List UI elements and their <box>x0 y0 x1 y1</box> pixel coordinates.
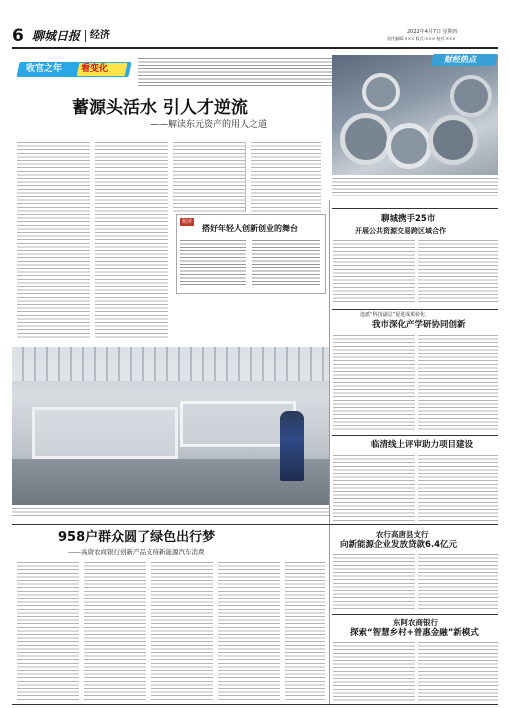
bottom-right-2-kicker: 东阿农商银行 <box>393 618 438 627</box>
bottom-right-1-col-1 <box>333 554 415 610</box>
bottom-left-headline: 958户群众圆了绿色出行梦 <box>58 530 216 545</box>
section-name: 经济 <box>90 30 110 41</box>
factory-roof <box>12 347 330 381</box>
wheel-shape <box>386 123 432 169</box>
bottom-right-1-headline: 向新能源企业发放贷款6.4亿元 <box>340 540 458 550</box>
bottom-left-col-3 <box>151 562 213 702</box>
wheel-shape <box>450 75 492 117</box>
top-right-caption <box>332 178 498 196</box>
right-article-2-col-2 <box>418 335 498 431</box>
right-article-1-col-1 <box>333 240 415 304</box>
bottom-left-col-5 <box>285 562 325 702</box>
main-col-2 <box>95 142 168 338</box>
sub-article-frame <box>176 214 326 294</box>
right-article-3-col-2 <box>418 455 498 523</box>
masthead-divider <box>85 30 86 42</box>
right-section-rule <box>332 435 498 436</box>
bus-frame <box>180 401 296 447</box>
bottom-right-1-col-2 <box>418 554 498 610</box>
badge-text-2: 看变化 <box>81 64 109 74</box>
column-divider <box>245 142 246 212</box>
editor-info: 责任编辑:××× 版式:××× 校对:××× <box>387 36 456 41</box>
page-bottom-rule <box>12 704 498 705</box>
right-article-2-kicker: 选派“科技副总”促进成果转化 <box>360 312 426 318</box>
page-number: 6 <box>12 26 24 46</box>
paper-name: 聊城日报 <box>32 29 81 43</box>
bottom-right-rule <box>332 614 498 615</box>
main-col-3 <box>173 142 246 212</box>
right-article-1-col-2 <box>418 240 498 304</box>
sub-article-headline: 搭好年轻人创新创业的舞台 <box>202 224 298 233</box>
right-article-2-col-1 <box>333 335 415 431</box>
bottom-left-col-4 <box>218 562 280 702</box>
bottom-left-subheadline: ——高唐农商银行创新产品支持新能源汽车消费 <box>68 548 205 556</box>
bus-frame <box>32 407 178 459</box>
bottom-section-rule <box>12 524 498 525</box>
wheel-shape <box>428 115 478 165</box>
factory-caption <box>12 508 330 518</box>
main-headline: 蓄源头活水 引人才逆流 <box>72 98 248 118</box>
top-right-photo <box>332 55 498 175</box>
right-section-rule <box>332 208 498 209</box>
right-column-divider <box>329 200 330 705</box>
right-section-rule <box>332 309 498 310</box>
masthead <box>12 26 496 46</box>
top-right-badge: 财经热点 <box>444 55 476 64</box>
main-col-1 <box>17 142 90 338</box>
bottom-right-2-col-1 <box>333 642 415 702</box>
factory-photo <box>12 347 330 505</box>
main-subheadline: ——解读东元资产的用人之道 <box>150 120 268 130</box>
masthead-rule <box>12 47 498 49</box>
right-article-3-col-1 <box>333 455 415 523</box>
series-badge <box>18 60 133 80</box>
bottom-left-col-1 <box>17 562 79 702</box>
bottom-right-1-kicker: 农行高唐县支行 <box>376 530 429 539</box>
wheel-shape <box>340 113 392 165</box>
right-article-3-headline: 临清线上评审助力项目建设 <box>371 440 474 450</box>
right-article-2-headline: 我市深化产学研协同创新 <box>372 320 466 330</box>
badge-text-1: 收官之年 <box>26 64 63 74</box>
bottom-right-2-col-2 <box>418 642 498 702</box>
lead-paragraph <box>138 58 356 88</box>
right-article-1-subheadline: 开展公共资源交易跨区域合作 <box>355 226 446 235</box>
wheel-shape <box>362 73 400 111</box>
issue-info: 2022年4月7日 星期四 <box>407 29 458 35</box>
sub-article-label: 短评 <box>181 219 192 225</box>
main-col-4 <box>251 142 321 212</box>
right-article-1-headline: 聊城携手25市 <box>381 214 436 224</box>
worker-figure <box>280 411 304 481</box>
bottom-left-col-2 <box>84 562 146 702</box>
bottom-right-2-headline: 探索“智慧乡村+普惠金融”新模式 <box>350 628 479 638</box>
